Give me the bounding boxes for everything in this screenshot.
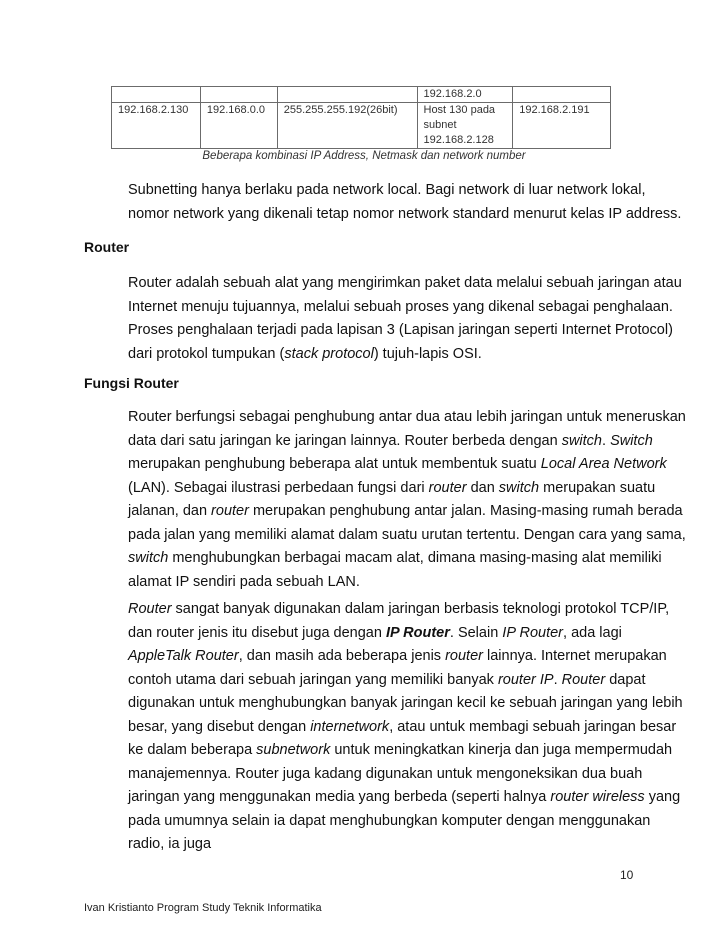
paragraph-router-usage: Router sangat banyak digunakan dalam jaringan berbasis teknologi protokol TCP/IP, dan router jenis itu disebut juga dengan IP Router. Selain IP Router, ada lagi AppleTalk Router, dan masih ada beberapa jenis router lainnya. Internet merupakan contoh utama dari sebuah jaringan yang memiliki banyak router IP. Router dapat digunakan untuk menghubungkan banyak jaringan kecil ke sebuah jaringan yang lebih besar, yang disebut dengan internetwork, atau untuk membagi sebuah jaringan besar ke dalam beberapa subnetwork untuk meningkatkan kinerja dan juga mempermudah manajemennya. Router juga kadang digunakan untuk mengoneksikan dua buah jaringan yang menggunakan media yang berbeda (seperti halnya router wireless yang pada umumnya selain ia dapat menghubungkan komputer dengan menggunakan radio, ia juga	[128, 601, 683, 852]
table-cell	[200, 87, 277, 103]
paragraph-fungsi-router: Router berfungsi sebagai penghubung antar dua atau lebih jaringan untuk meneruskan data dari satu jaringan ke jaringan lainnya. Router berbeda dengan switch. Switch merupakan penghubung beberapa alat untuk membentuk suatu Local Area Network (LAN). Sebagai ilustrasi perbedaan fungsi dari router dan switch merupakan suatu jalanan, dan router merupakan penghubung antar jalan. Masing-masing rumah berada pada jalan yang memiliki alamat dalam suatu urutan tertentu. Dengan cara yang sama, switch menghubungkan berbagai macam alat, dimana masing-masing alat memiliki alamat IP sendiri pada sebuah LAN.	[128, 409, 686, 590]
paragraph-router: Router adalah sebuah alat yang mengirimkan paket data melalui sebuah jaringan atau Internet menuju tujuannya, melalui sebuah proses yang dikenal sebagai penghalaan. Proses penghalaan terjadi pada lapisan 3 (Lapisan jaringan seperti Internet Protocol) dari protokol tumpukan (stack protocol) tujuh-lapis OSI.	[128, 275, 682, 362]
paragraph-subnetting: Subnetting hanya berlaku pada network local. Bagi network di luar network lokal, nomor network yang dikenali tetap nomor network standard menurut kelas IP address.	[128, 182, 682, 222]
ip-address-table	[111, 86, 611, 149]
heading-router: Router	[84, 239, 130, 255]
table-cell: Host 130 pada subnet 192.168.2.128	[417, 103, 513, 149]
table-cell: 255.255.255.192(26bit)	[277, 103, 417, 149]
table-cell	[513, 87, 611, 103]
table-cell: 192.168.0.0	[200, 103, 277, 149]
table-row	[112, 103, 611, 149]
page-number: 10	[620, 868, 634, 882]
heading-fungsi-router: Fungsi Router	[84, 375, 179, 391]
table-cell: 192.168.2.191	[513, 103, 611, 149]
page-footer: Ivan Kristianto Program Study Teknik Informatika	[84, 902, 322, 914]
table-cell	[277, 87, 417, 103]
table-caption: Beberapa kombinasi IP Address, Netmask dan network number	[202, 150, 526, 162]
table-cell: 192.168.2.0	[417, 87, 513, 103]
table-cell: 192.168.2.130	[112, 103, 201, 149]
table-cell	[112, 87, 201, 103]
table-row	[112, 87, 611, 103]
